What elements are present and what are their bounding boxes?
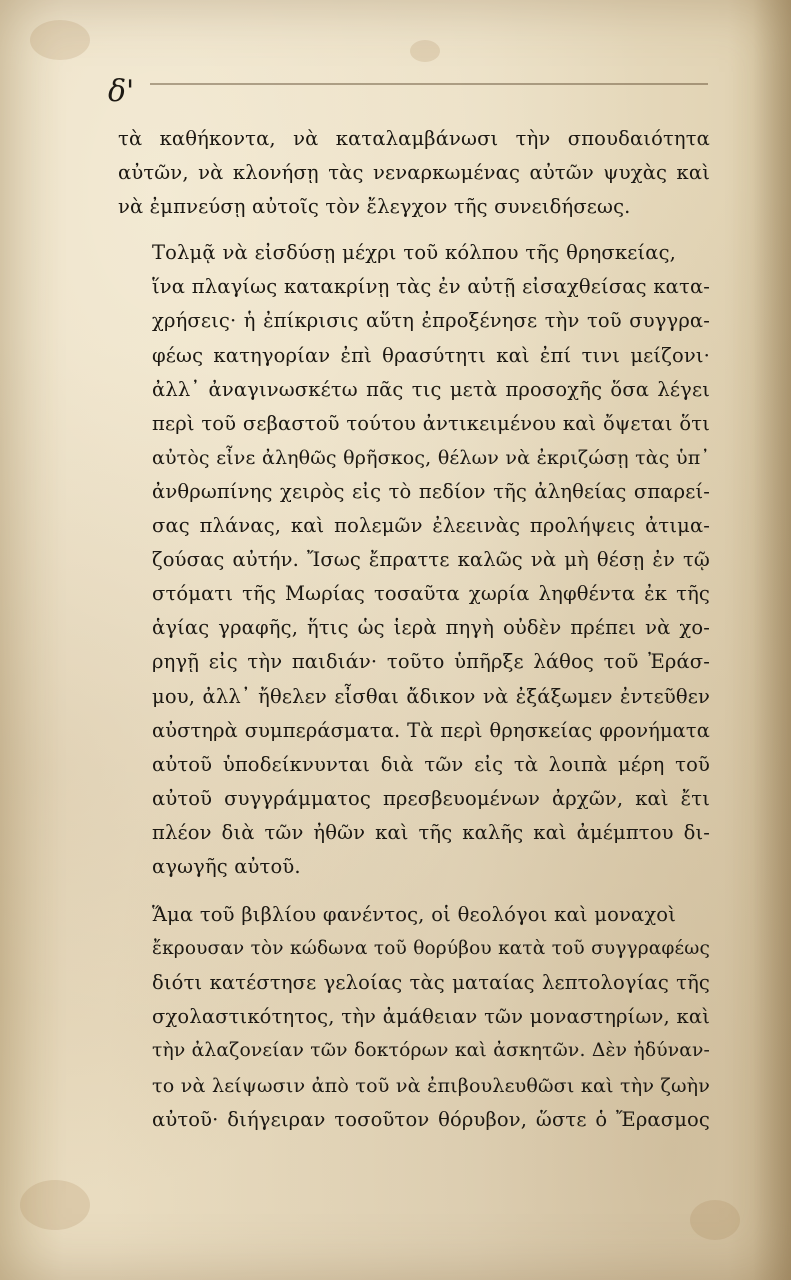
text-line: διότι κατέστησε γελοίας τὰς ματαίας λεπτολογίας τῆς [152, 971, 710, 995]
text-line: φέως κατηγορίαν ἐπὶ θρασύτητι καὶ ἐπί τινι μείζονι· [152, 343, 710, 367]
paper-stain [690, 1200, 740, 1240]
text-line: αὐτοῦ· διήγειραν τοσοῦτον θόρυβον, ὥστε ὁ Ἔρασμος [152, 1107, 710, 1131]
text-line: αὐστηρὰ συμπεράσματα. Τὰ περὶ θρησκείας φρονήματα [152, 718, 710, 742]
text-line: τὰ καθήκοντα, νὰ καταλαμβάνωσι τὴν σπουδαιότητα [118, 127, 710, 150]
text-line: μου, ἀλλ᾽ ἤθελεν εἶσθαι ἄδικον νὰ ἐξάξωμεν ἐντεῦθεν [152, 684, 710, 708]
text-line: ρηγῇ εἰς τὴν παιδιάν· τοῦτο ὑπῆρξε λάθος τοῦ Ἐράσ- [152, 650, 710, 674]
paper-stain [30, 20, 90, 60]
header-rule [150, 83, 708, 85]
page-edge-shadow [753, 0, 791, 1280]
paragraph-3 [118, 898, 710, 1137]
text-line: ἀλλ᾽ ἀναγινωσκέτω πᾶς τις μετὰ προσοχῆς ὅσα λέγει [152, 377, 710, 401]
paragraph-2 [118, 236, 710, 884]
text-line: νὰ ἐμπνεύσῃ αὐτοῖς τὸν ἔλεγχον τῆς συνειδήσεως. [118, 195, 631, 219]
text-line: πλέον διὰ τῶν ἠθῶν καὶ τῆς καλῆς καὶ ἀμέμπτου δι- [152, 820, 710, 844]
text-line: τὴν ἀλαζονείαν τῶν δοκτόρων καὶ ἀσκητῶν. Δὲν ἠδύναν- [152, 1040, 710, 1062]
text-line: ἁγίας γραφῆς, ἥτις ὡς ἱερὰ πηγὴ οὐδὲν πρέπει νὰ χο- [152, 616, 710, 640]
text-line: περὶ τοῦ σεβαστοῦ τούτου ἀντικειμένου καὶ ὄψεται ὅτι [152, 411, 710, 435]
text-line: ἵνα πλαγίως κατακρίνῃ τὰς ἐν αὐτῇ εἰσαχθείσας κατα- [152, 275, 710, 299]
text-line: αὐτῶν, νὰ κλονήσῃ τὰς νεναρκωμένας αὐτῶν ψυχὰς καὶ [118, 161, 710, 185]
text-line: σχολαστικότητος, τὴν ἀμάθειαν τῶν μοναστηρίων, καὶ [152, 1005, 710, 1029]
text-line: αὐτὸς εἶνε ἀληθῶς θρῆσκος, θέλων νὰ ἐκριζώσῃ τὰς ὑπ᾽ [152, 446, 710, 469]
paragraph-1 [118, 122, 710, 224]
page-number: δ' [108, 74, 135, 109]
text-line: το νὰ λείψωσιν ἀπὸ τοῦ νὰ ἐπιβουλευθῶσι καὶ τὴν ζωὴν [152, 1074, 710, 1097]
text-line: σας πλάνας, καὶ πολεμῶν ἐλεεινὰς προλήψεις ἀτιμα- [152, 514, 710, 538]
text-line: Τολμᾷ νὰ εἰσδύσῃ μέχρι τοῦ κόλπου τῆς θρησκείας, [152, 241, 676, 265]
text-line: ἀνθρωπίνης χειρὸς εἰς τὸ πεδίον τῆς ἀληθείας σπαρεί- [152, 479, 710, 503]
paper-stain [410, 40, 440, 62]
text-line: στόματι τῆς Μωρίας τοσαῦτα χωρία ληφθέντα ἐκ τῆς [152, 582, 710, 606]
text-line: αὐτοῦ συγγράμματος πρεσβευομένων ἀρχῶν, καὶ ἔτι [152, 786, 710, 810]
text-line: αγωγῆς αὐτοῦ. [152, 854, 301, 878]
text-line: ζούσας αὐτήν. Ἴσως ἔπραττε καλῶς νὰ μὴ θέσῃ ἐν τῷ [152, 548, 710, 572]
text-line: αὐτοῦ ὑποδείκνυνται διὰ τῶν εἰς τὰ λοιπὰ μέρη τοῦ [152, 752, 710, 776]
text-line: χρήσεις· ἡ ἐπίκρισις αὕτη ἐπροξένησε τὴν τοῦ συγγρα- [152, 309, 710, 333]
body-text [118, 122, 710, 1137]
text-line: ἔκρουσαν τὸν κώδωνα τοῦ θορύβου κατὰ τοῦ συγγραφέως [152, 938, 710, 960]
paper-stain [20, 1180, 90, 1230]
text-line: Ἅμα τοῦ βιβλίου φανέντος, οἱ θεολόγοι καὶ μοναχοὶ [152, 903, 676, 927]
